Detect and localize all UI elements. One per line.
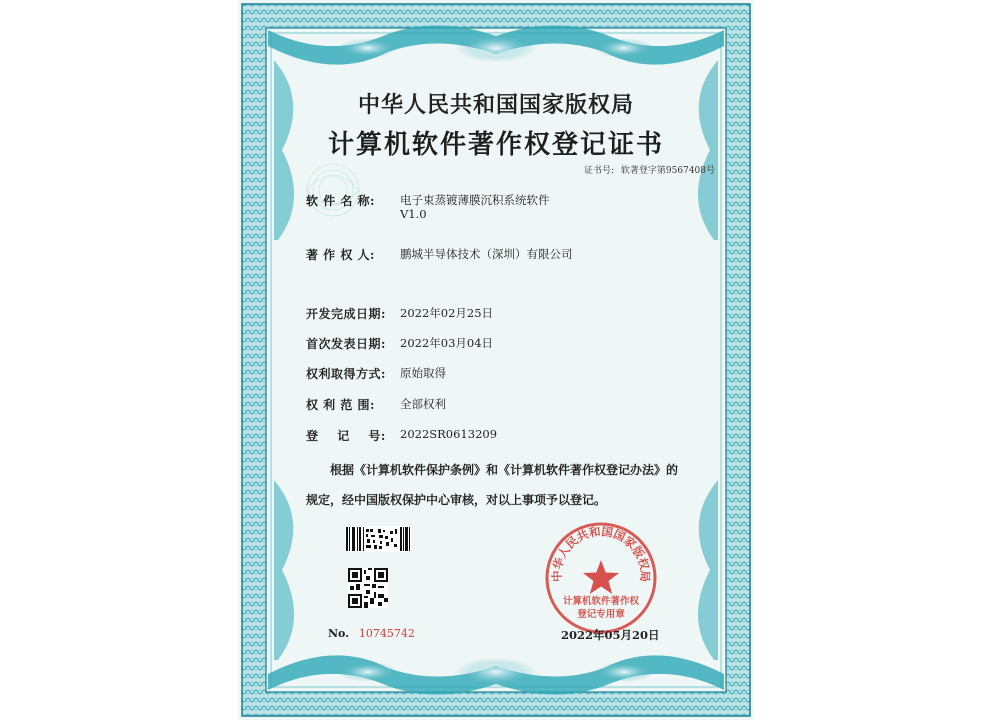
issuer-title: 中华人民共和国国家版权局	[357, 92, 634, 118]
field-value-completion-date: 2022年02月25日	[400, 306, 494, 320]
field-value-acquisition-method: 原始取得	[400, 366, 446, 380]
field-value-publish-date: 2022年03月04日	[400, 336, 494, 350]
certificate	[238, 0, 754, 720]
field-value-software-version: V1.0	[400, 207, 427, 221]
cert-number-value: 软著登字第9567408号	[620, 166, 716, 176]
serial-number-row	[328, 627, 415, 640]
serial-number: 10745742	[358, 627, 415, 640]
field-value-registration-number: 2022SR0613209	[400, 427, 498, 441]
field-label-copyright-owner: 著 作 权 人:	[306, 248, 375, 262]
field-value-copyright-owner: 鹏城半导体技术（深圳）有限公司	[400, 247, 573, 261]
official-seal	[543, 520, 659, 636]
barcode	[345, 526, 411, 552]
field-label-rights-scope: 权 利 范 围:	[306, 398, 375, 412]
certificate-title: 计算机软件著作权登记证书	[327, 130, 664, 160]
field-label-acquisition-method: 权利取得方式:	[306, 367, 386, 381]
field-label-software-name: 软 件 名 称:	[306, 194, 375, 208]
field-value-software-name: 电子束蒸镀薄膜沉积系统软件	[400, 193, 550, 207]
field-label-registration-number: 登 记 号:	[306, 429, 386, 443]
svg-text:登记专用章: 登记专用章	[577, 609, 625, 620]
cert-number-label: 证书号:	[584, 166, 615, 176]
field-label-completion-date: 开发完成日期:	[306, 307, 386, 321]
statement-line-2: 规定，经中国版权保护中心审核，对以上事项予以登记。	[306, 493, 607, 507]
statement-line-1: 根据《计算机软件保护条例》和《计算机软件著作权登记办法》的	[330, 463, 679, 477]
field-value-rights-scope: 全部权利	[400, 397, 446, 411]
field-label-publish-date: 首次发表日期:	[306, 337, 386, 351]
issue-date: 2022年05月20日	[561, 628, 660, 642]
cert-number-row	[584, 163, 715, 176]
qr-code	[348, 568, 388, 608]
svg-text:中华人民共和国国家版权局: 中华人民共和国国家版权局	[549, 524, 653, 583]
serial-label: No.	[328, 627, 350, 640]
svg-text:计算机软件著作权: 计算机软件著作权	[562, 596, 640, 607]
